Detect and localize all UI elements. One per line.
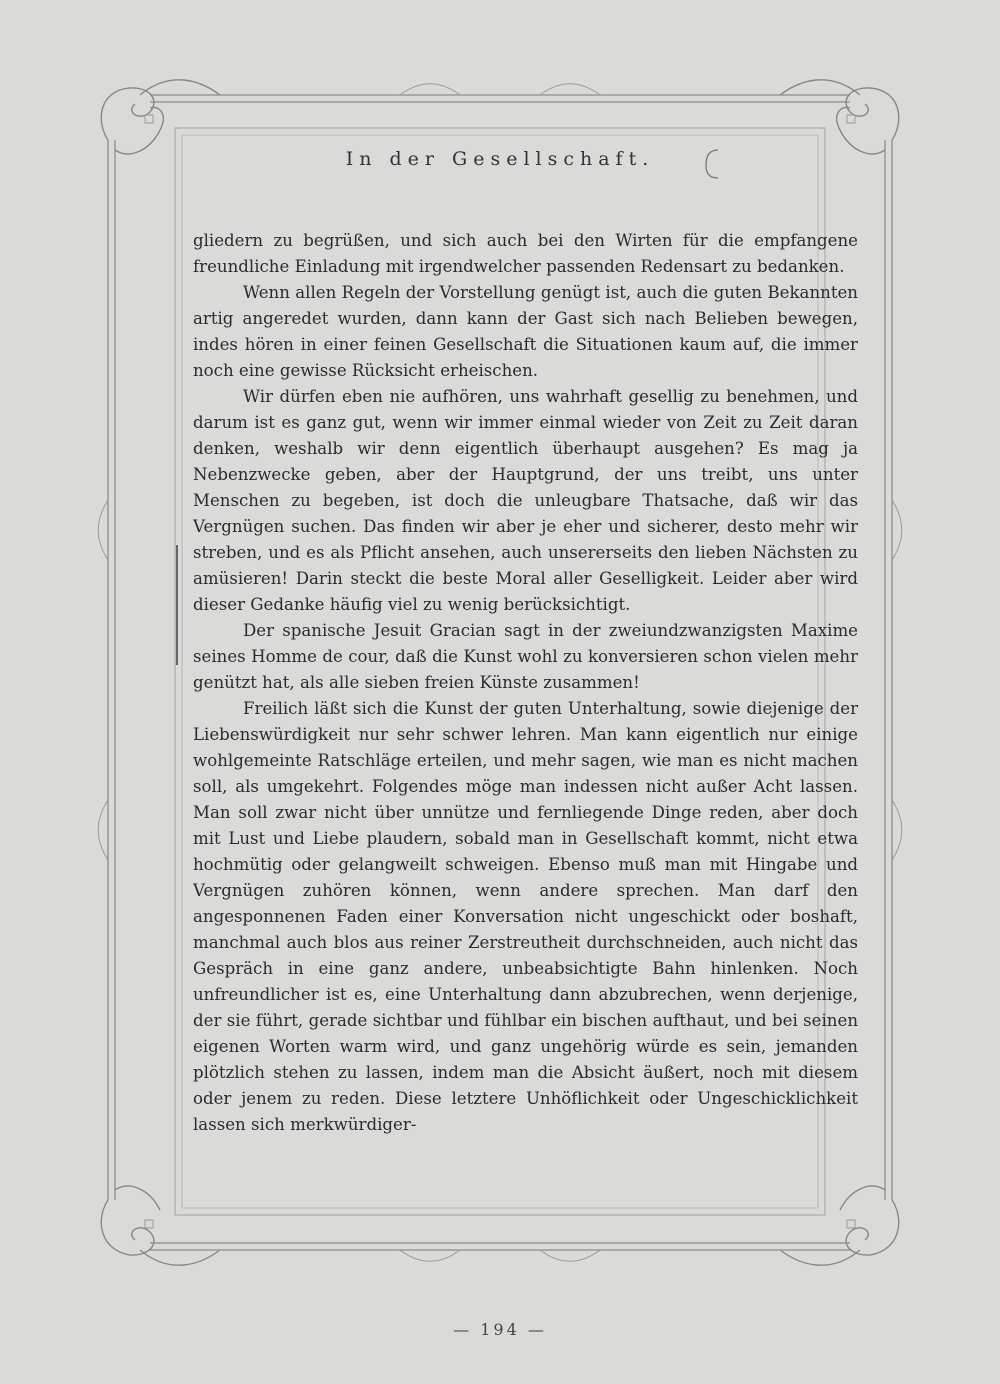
body-text <box>193 228 858 1158</box>
paragraph: Wenn allen Regeln der Vorstellung genügt ist, auch die guten Bekannten artig angeredet wurden, dann kann der Gast sich nach Belieben bewegen, indes hören in einer feinen Gesellschaft die Situationen kaum auf, die immer noch eine gewisse Rücksicht erheischen. <box>193 283 858 380</box>
page-number: — 194 — <box>453 1320 547 1339</box>
paragraph: Der spanische Jesuit Gracian sagt in der zweiundzwanzigsten Maxime seines Homme de cour, daß die Kunst wohl zu konversieren schon vielen mehr genützt hat, als alle sieben freien Künste zusammen! <box>193 621 858 692</box>
paragraph: gliedern zu begrüßen, und sich auch bei den Wirten für die empfangene freundliche Einladung mit irgendwelcher passenden Redensart zu bedanken. <box>193 231 858 276</box>
paragraph: Wir dürfen eben nie aufhören, uns wahrhaft gesellig zu benehmen, und darum ist es ganz gut, wenn wir immer einmal wieder von Zeit zu Zeit daran denken, weshalb wir denn eigentlich überhaupt ausgehen? Es mag ja Nebenzwecke geben, aber der Hauptgrund, der uns treibt, uns unter Menschen zu begeben, ist doch die unleugbare Thatsache, daß wir das Vergnügen suchen. Das finden wir aber je eher und sicherer, desto mehr wir streben, und es als Pflicht ansehen, auch unsererseits den lieben Nächsten zu amüsieren! Darin steckt die beste Moral aller Geselligkeit. Leider aber wird dieser Gedanke häufig viel zu wenig berücksichtigt. <box>193 387 858 614</box>
margin-pencil-mark <box>176 545 178 665</box>
paragraph: Freilich läßt sich die Kunst der guten Unterhaltung, sowie diejenige der Liebenswürdigkeit nur sehr schwer lehren. Man kann eigentlich nur einige wohlgemeinte Ratschläge erteilen, und mehr sagen, wie man es nicht machen soll, als umgekehrt. Folgendes möge man indessen nicht außer Acht lassen. Man soll zwar nicht über unnütze und fernliegende Dinge reden, aber doch mit Lust und Liebe plaudern, sobald man in Gesellschaft kommt, nicht etwa hochmütig oder gelangweilt schweigen. Ebenso muß man mit Hingabe und Vergnügen zuhören können, wenn andere sprechen. Man darf den angesponnenen Faden einer Konversation nicht ungeschickt oder boshaft, manchmal auch blos aus reiner Zerstreutheit durchschneiden, auch nicht das Gespräch in eine ganz andere, unbeabsichtigte Bahn hinlenken. Noch unfreundlicher ist es, eine Unterhaltung dann abzubrechen, wenn derjenige, der sie führt, gerade sichtbar und fühlbar ein bischen aufthaut, und bei seinen eigenen Worten warm wird, und ganz ungehörig würde es sein, jemanden plötzlich stehen zu lassen, indem man die Absicht äußert, noch mit diesem oder jenem zu reden. Diese letztere Unhöflichkeit oder Ungeschicklichkeit lassen sich merkwürdiger- <box>193 699 858 1134</box>
running-header: In der Gesellschaft. <box>345 148 655 170</box>
